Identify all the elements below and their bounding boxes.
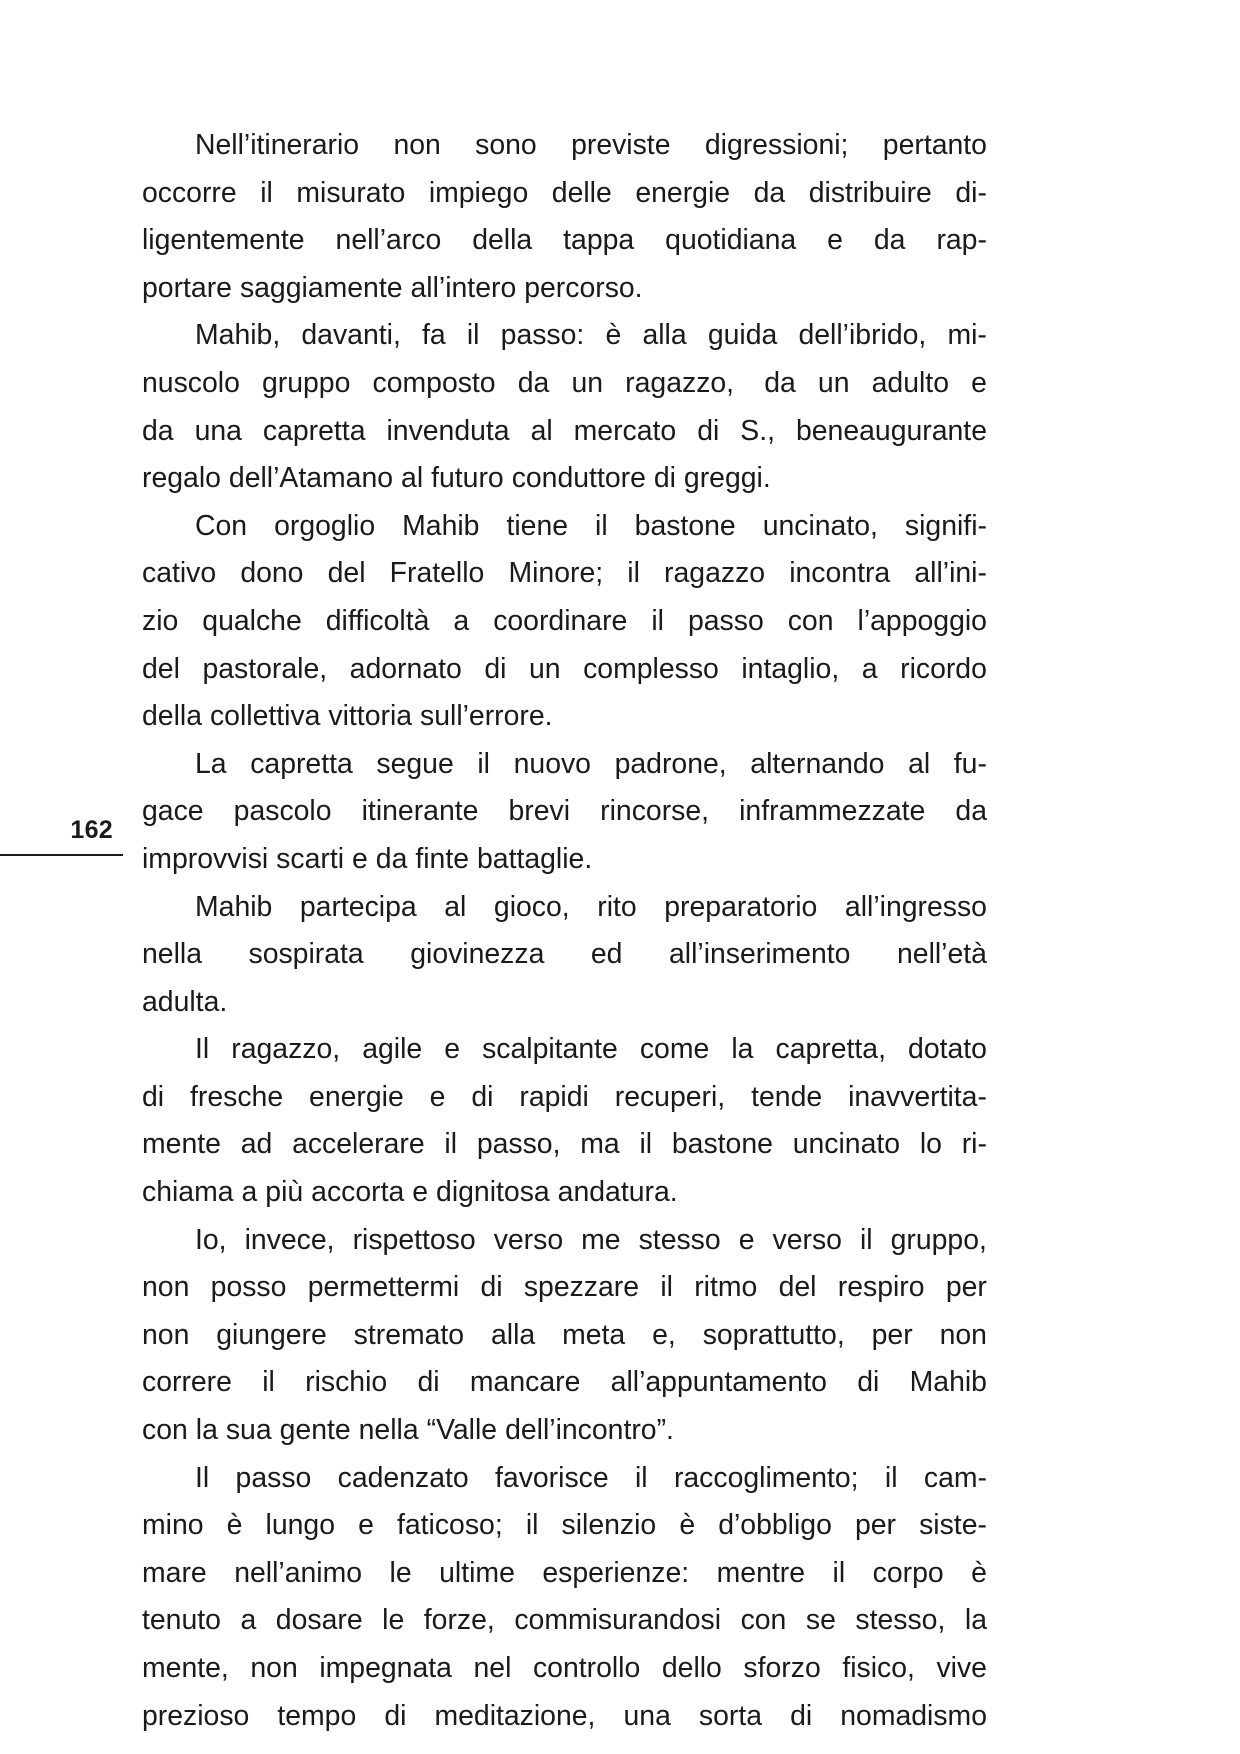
word: lungo — [265, 1509, 335, 1542]
word: le — [382, 1604, 405, 1637]
text-line — [142, 122, 987, 170]
text-line — [142, 1597, 987, 1645]
word: gruppo — [261, 366, 351, 399]
text-line: regalo dell’Atamano al futuro conduttore di greggi. — [142, 462, 771, 495]
word: davanti, — [301, 319, 401, 352]
word: pastorale, — [202, 652, 328, 685]
paragraph — [142, 741, 987, 884]
word: fu- — [953, 747, 987, 780]
word: nell’arco — [335, 224, 442, 257]
text-line — [142, 1645, 987, 1693]
word: di — [480, 1271, 503, 1304]
word: esperienze: — [542, 1556, 690, 1589]
page-number: 162 — [70, 816, 113, 844]
word: rincorse, — [600, 795, 710, 828]
word: da — [517, 366, 550, 399]
word: di — [384, 1699, 407, 1732]
word: il — [262, 1366, 275, 1399]
word: sforzo — [743, 1652, 821, 1684]
word: è — [605, 319, 622, 352]
text-line — [142, 312, 987, 360]
text-line — [142, 408, 987, 456]
text-line — [142, 788, 987, 836]
word: nuovo — [513, 747, 591, 780]
word: Fratello — [389, 557, 485, 590]
word: uncinato — [792, 1128, 901, 1161]
word: ri- — [961, 1128, 987, 1161]
word: sospirata — [248, 938, 364, 971]
word: e — [738, 1223, 755, 1256]
word: rap- — [936, 224, 987, 257]
word: qualche — [202, 604, 302, 637]
word: a — [240, 1604, 257, 1637]
text-line: improvvisi scarti e da finte battaglie. — [142, 842, 593, 875]
word: a — [453, 604, 470, 637]
word: nel — [473, 1652, 512, 1684]
word: pertanto — [882, 129, 987, 161]
word: ricordo — [900, 652, 987, 685]
word: adornato — [349, 652, 462, 685]
word: faticoso; — [396, 1509, 503, 1542]
word: nell’animo — [234, 1556, 363, 1589]
word: La — [195, 747, 227, 780]
text-line — [142, 1026, 987, 1074]
word: ritmo — [694, 1271, 758, 1304]
word: composto — [372, 366, 496, 399]
word: gace — [142, 795, 204, 828]
text-line — [142, 550, 987, 598]
word: all’ini- — [914, 557, 987, 590]
text-line — [142, 1121, 987, 1169]
word: ligentemente — [142, 224, 305, 257]
word: il — [595, 509, 608, 542]
word: dell’ibrido, — [798, 319, 927, 352]
word: mino — [142, 1509, 204, 1542]
word: correre — [142, 1366, 232, 1399]
word: dosare — [275, 1604, 363, 1637]
word: ragazzo, — [231, 1033, 341, 1066]
word: intaglio, — [741, 652, 840, 685]
word: al — [530, 414, 553, 447]
word: orgoglio — [274, 509, 376, 542]
word: zio — [142, 604, 179, 637]
word: delle — [551, 176, 612, 209]
word: è — [226, 1509, 243, 1542]
word: all’ingresso — [844, 890, 987, 923]
word: stesso, — [855, 1604, 946, 1637]
word: mentre — [716, 1556, 806, 1589]
word: Mahib — [195, 890, 273, 923]
word: incontra — [789, 557, 891, 590]
text-line — [142, 1264, 987, 1312]
word: all’inserimento — [669, 938, 851, 971]
word: ad — [240, 1128, 273, 1161]
text-line: portare saggiamente all’intero percorso. — [142, 271, 643, 304]
paragraph — [142, 1026, 987, 1216]
paragraph — [142, 122, 987, 312]
word: per — [854, 1509, 897, 1542]
word: non — [142, 1271, 190, 1304]
word: agile — [362, 1033, 423, 1066]
word: rischio — [305, 1366, 388, 1399]
word: alla — [642, 319, 687, 352]
text-line: della collettiva vittoria sull’errore. — [142, 700, 553, 733]
word: è — [679, 1509, 696, 1542]
word: e, — [652, 1318, 676, 1351]
word: bastone — [671, 1128, 773, 1161]
word: d’obbligo — [718, 1509, 832, 1542]
word: da — [955, 795, 987, 828]
word: con — [740, 1604, 787, 1637]
word: sorta — [698, 1699, 763, 1732]
word: rispettoso — [352, 1223, 476, 1256]
word: ed — [590, 938, 623, 971]
word: nell’età — [896, 938, 987, 971]
word: partecipa — [299, 890, 417, 923]
word: un — [817, 366, 850, 399]
word: tende — [751, 1080, 823, 1113]
word: il — [525, 1509, 539, 1542]
word: verso — [772, 1223, 842, 1256]
word: ragazzo — [664, 557, 766, 590]
word: nomadismo — [840, 1699, 987, 1732]
word: gioco, — [493, 890, 570, 923]
word: uncinato, — [762, 509, 878, 542]
word: nuscolo — [142, 366, 240, 399]
word: di — [142, 1080, 165, 1113]
word: la — [964, 1604, 987, 1637]
word: non — [250, 1652, 298, 1684]
text-line — [142, 170, 987, 218]
text-line — [142, 1455, 987, 1503]
word: del — [142, 652, 180, 685]
word: cam- — [923, 1461, 987, 1494]
word: guida — [707, 319, 778, 352]
word: distribuire — [808, 176, 932, 209]
body-text-column — [142, 122, 987, 1740]
word: da — [753, 176, 786, 209]
word: il — [639, 1128, 653, 1161]
word: padrone, — [614, 747, 727, 780]
word: capretta, — [775, 1033, 886, 1066]
word: preparatorio — [664, 890, 818, 923]
word: da — [873, 224, 906, 257]
word: tappa — [563, 224, 635, 257]
word: spezzare — [523, 1271, 640, 1304]
word: Mahib, — [195, 319, 281, 352]
text-line — [142, 598, 987, 646]
word: di — [417, 1366, 440, 1399]
word: rito — [597, 890, 637, 923]
word: previste — [571, 129, 671, 161]
word: misurato — [296, 176, 406, 209]
word: silenzio — [561, 1509, 657, 1542]
word: ultime — [439, 1556, 515, 1589]
word: e — [358, 1509, 374, 1542]
word: di — [697, 414, 720, 447]
paragraph — [142, 312, 987, 502]
word: complesso — [583, 652, 719, 685]
word: passo, — [476, 1128, 561, 1161]
word: e — [971, 366, 987, 399]
word: difficoltà — [325, 604, 430, 637]
word: Mahib — [909, 1366, 987, 1399]
word: all’appuntamento — [610, 1366, 827, 1399]
word: S., — [740, 414, 775, 447]
word: posso — [210, 1271, 287, 1304]
word: inframmezzate — [739, 795, 926, 828]
text-line — [142, 503, 987, 551]
text-line — [142, 741, 987, 789]
word: passo — [687, 604, 764, 637]
word: rapidi — [519, 1080, 589, 1113]
word: una — [194, 414, 242, 447]
word: di- — [955, 176, 987, 209]
word: non — [939, 1318, 987, 1351]
text-line — [142, 1502, 987, 1550]
word: stremato — [353, 1318, 465, 1351]
word: cadenzato — [337, 1461, 469, 1494]
word: come — [639, 1033, 710, 1066]
word: se — [805, 1604, 836, 1637]
text-line — [142, 1359, 987, 1407]
word: cativo — [142, 557, 217, 590]
paragraph — [142, 503, 987, 741]
word: del — [778, 1271, 817, 1304]
word: le — [389, 1556, 412, 1589]
word: fisico, — [842, 1652, 915, 1684]
text-line: chiama a più accorta e dignitosa andatura. — [142, 1176, 678, 1209]
word: mancare — [469, 1366, 581, 1399]
word: il — [859, 1223, 873, 1256]
word: il — [627, 557, 640, 590]
word: il — [444, 1128, 458, 1161]
text-line — [142, 1217, 987, 1265]
word: invece, — [244, 1223, 335, 1256]
word: Minore; — [508, 557, 604, 590]
word: energie — [309, 1080, 404, 1113]
word: è — [971, 1556, 987, 1589]
word: capretta — [262, 414, 366, 447]
word: per — [945, 1271, 987, 1304]
word: impegnata — [319, 1652, 452, 1684]
text-line — [142, 884, 987, 932]
word: Con — [195, 509, 248, 542]
word: itinerante — [361, 795, 479, 828]
word: Il — [195, 1033, 210, 1066]
word: stesso — [638, 1223, 721, 1256]
text-line — [142, 646, 987, 694]
word: passo — [235, 1461, 312, 1494]
word: beneaugurante — [795, 414, 987, 447]
word: il — [832, 1556, 846, 1589]
word: dello — [661, 1652, 722, 1684]
word: per — [871, 1318, 913, 1351]
word: gruppo, — [890, 1223, 987, 1256]
word: recuperi, — [614, 1080, 726, 1113]
word: non — [142, 1318, 190, 1351]
word: passo: — [500, 319, 585, 352]
word: il — [660, 1271, 673, 1304]
word: fa — [422, 319, 446, 352]
text-line — [142, 1312, 987, 1360]
word: forze, — [423, 1604, 495, 1637]
word: me — [581, 1223, 621, 1256]
paragraph — [142, 1217, 987, 1455]
word: Nell’itinerario — [195, 129, 360, 161]
word: inavvertita- — [848, 1080, 987, 1113]
word: con — [787, 604, 834, 637]
word: dono — [240, 557, 304, 590]
word: non — [393, 129, 441, 161]
word: della — [472, 224, 533, 257]
word: scalpitante — [482, 1033, 618, 1066]
word: un — [528, 652, 561, 685]
word: verso — [493, 1223, 564, 1256]
word: Mahib — [402, 509, 480, 542]
word: mercato — [573, 414, 677, 447]
word: il — [477, 747, 490, 780]
word: soprattutto, — [702, 1318, 845, 1351]
word: ragazzo, — [625, 366, 735, 399]
word: e — [827, 224, 843, 257]
word: il — [260, 176, 273, 209]
word: un — [571, 366, 604, 399]
word: segue — [376, 747, 454, 780]
folio-block — [0, 818, 123, 856]
word: alternando — [750, 747, 885, 780]
word: al — [444, 890, 467, 923]
word: da — [756, 366, 796, 399]
word: vive — [936, 1652, 987, 1684]
word: mare — [142, 1556, 207, 1589]
text-line — [142, 1074, 987, 1122]
word: fresche — [190, 1080, 284, 1113]
word: energie — [635, 176, 731, 209]
word: e — [444, 1033, 461, 1066]
word: meditazione, — [434, 1699, 596, 1732]
word: accelerare — [292, 1128, 425, 1161]
word: occorre — [142, 176, 237, 209]
word: bastone — [634, 509, 736, 542]
word: signifi- — [904, 509, 987, 542]
word: mi- — [947, 319, 987, 352]
word: dotato — [908, 1033, 987, 1066]
word: sono — [475, 129, 537, 161]
word: al — [908, 747, 931, 780]
word: coordinare — [493, 604, 628, 637]
word: capretta — [250, 747, 353, 780]
word: mente, — [142, 1652, 229, 1684]
text-line — [142, 360, 987, 408]
paragraph — [142, 1455, 987, 1741]
word: tiene — [506, 509, 569, 542]
text-line — [142, 931, 987, 979]
word: brevi — [508, 795, 571, 828]
word: controllo — [532, 1652, 641, 1684]
word: e — [429, 1080, 446, 1113]
word: di — [484, 652, 507, 685]
word: quotidiana — [665, 224, 797, 257]
word: il — [634, 1461, 648, 1494]
word: Io, — [195, 1223, 227, 1256]
word: giungere — [216, 1318, 327, 1351]
word: favorisce — [495, 1461, 609, 1494]
word: da — [142, 414, 174, 447]
word: di — [790, 1699, 813, 1732]
word: la — [731, 1033, 754, 1066]
word: giovinezza — [410, 938, 545, 971]
word: l’appoggio — [857, 604, 987, 637]
word: permettermi — [307, 1271, 460, 1304]
word: nella — [142, 938, 202, 971]
word: ma — [580, 1128, 620, 1161]
word: una — [623, 1699, 671, 1732]
word: commisurandosi — [514, 1604, 722, 1637]
word: il — [466, 319, 480, 352]
word: tempo — [277, 1699, 357, 1732]
word: respiro — [837, 1271, 925, 1304]
text-line: adulta. — [142, 985, 228, 1018]
word: raccoglimento; — [673, 1461, 859, 1494]
word: pascolo — [233, 795, 332, 828]
text-line — [142, 217, 987, 265]
word: siste- — [919, 1509, 987, 1542]
word: digressioni; — [704, 129, 849, 161]
word: adulto — [871, 366, 949, 399]
folio-rule — [0, 854, 123, 856]
text-line: con la sua gente nella “Valle dell’incontro”. — [142, 1414, 674, 1447]
word: mente — [142, 1128, 221, 1161]
word: del — [327, 557, 366, 590]
word: meta — [562, 1318, 626, 1351]
word: il — [884, 1461, 898, 1494]
paragraph — [142, 884, 987, 1027]
word: alla — [491, 1318, 536, 1351]
word: lo — [919, 1128, 942, 1161]
word: prezioso — [142, 1699, 250, 1732]
word: Il — [195, 1461, 210, 1494]
word: tenuto — [142, 1604, 221, 1637]
word: a — [861, 652, 878, 685]
word: di — [857, 1366, 880, 1399]
word: impiego — [428, 176, 529, 209]
text-line — [142, 1693, 987, 1741]
word: di — [471, 1080, 494, 1113]
text-line — [142, 1550, 987, 1598]
word: corpo — [872, 1556, 944, 1589]
word: invenduta — [386, 414, 510, 447]
word: il — [651, 604, 664, 637]
